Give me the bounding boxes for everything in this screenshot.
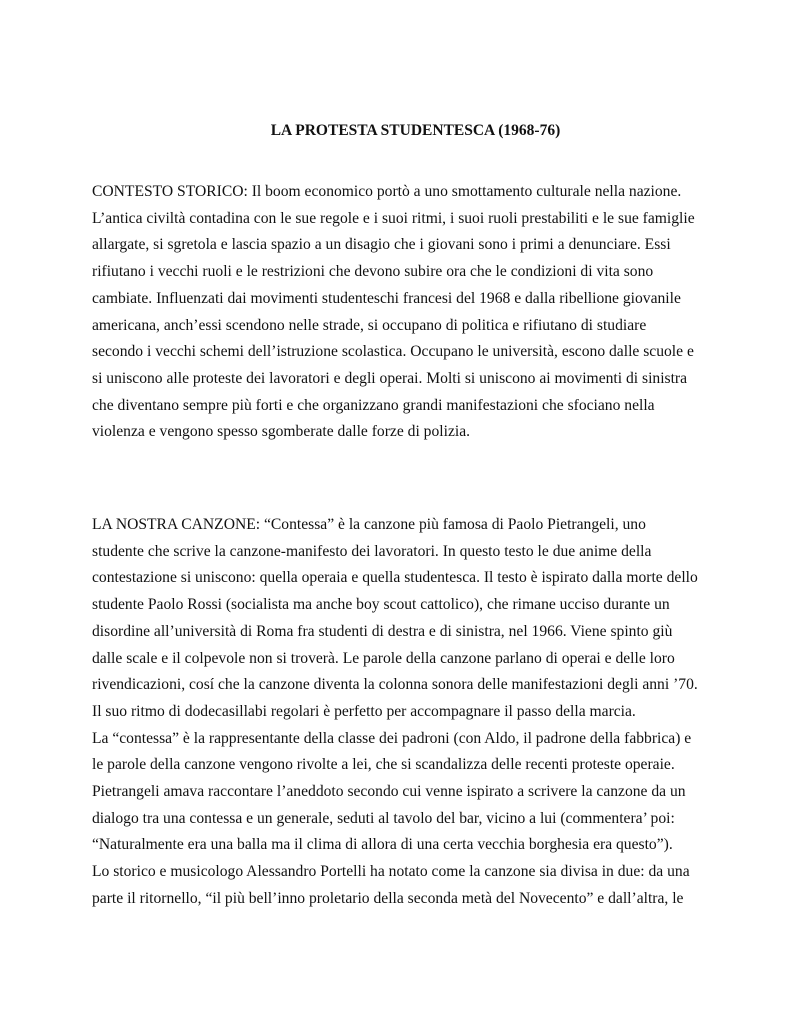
- text-line: studente che scrive la canzone-manifesto dei lavoratori. In questo testo le due anime della: [92, 542, 652, 560]
- text-line: americana, anch’essi scendono nelle strade, si occupano di politica e rifiutano di studiare: [92, 316, 647, 334]
- text-line: allargate, si sgretola e lascia spazio a un disagio che i giovani sono i primi a denunciare. Essi: [92, 236, 671, 254]
- text-line: disordine all’università di Roma fra studenti di destra e di sinistra, nel 1966. Viene spinto giù: [92, 622, 673, 640]
- text-line: CONTESTO STORICO: Il boom economico portò a uno smottamento culturale nella nazione.: [92, 183, 682, 200]
- text-line: Il suo ritmo di dodecasillabi regolari è perfetto per accompagnare il passo della marcia.: [92, 702, 636, 720]
- text-line: contestazione si uniscono: quella operaia e quella studentesca. Il testo è ispirato dalla morte dello: [92, 569, 698, 587]
- text-line: violenza e vengono spesso sgomberate dalle forze di polizia.: [92, 423, 471, 441]
- text-line: La “contessa” è la rappresentante della classe dei padroni (con Aldo, il padrone della fabbrica) e: [92, 729, 692, 747]
- text-line: che diventano sempre più forti e che organizzano grandi manifestazioni che sfociano nella: [92, 396, 655, 414]
- text-line: secondo i vecchi schemi dell’istruzione scolastica. Occupano le università, escono dalle scuole e: [92, 343, 694, 361]
- paragraph-contesto-storico: [92, 179, 702, 446]
- text-line: rivendicazioni, cosí che la canzone diventa la colonna sonora delle manifestazioni degli anni ’70.: [92, 676, 698, 694]
- text-line: si uniscono alle proteste dei lavoratori e degli operai. Molti si uniscono ai movimenti di sinistra: [92, 369, 688, 387]
- text-line: studente Paolo Rossi (socialista ma anche boy scout cattolico), che rimane ucciso durante un: [92, 596, 670, 614]
- text-line: L’antica civiltà contadina con le sue regole e i suoi ritmi, i suoi ruoli prestabiliti e le sue famiglie: [92, 209, 695, 227]
- document-title: LA PROTESTA STUDENTESCA (1968-76): [270, 122, 561, 139]
- text-line: Pietrangeli amava raccontare l’aneddoto secondo cui venne ispirato a scrivere la canzone da un: [92, 783, 686, 801]
- text-line: rifiutano i vecchi ruoli e le restrizioni che devono subire ora che le condizioni di vita sono: [92, 263, 654, 281]
- text-line: cambiate. Influenzati dai movimenti studenteschi francesi del 1968 e dalla ribellione giovanile: [92, 289, 681, 307]
- text-line: “Naturalmente era una balla ma il clima di allora di una certa vecchia borghesia era questo”).: [92, 836, 673, 854]
- text-line: le parole della canzone vengono rivolte a lei, che si scandalizza delle recenti proteste operaie.: [92, 756, 675, 774]
- text-line: Lo storico e musicologo Alessandro Portelli ha notato come la canzone sia divisa in due: da una: [92, 863, 690, 881]
- text-line: dialogo tra una contessa e un generale, seduti al tavolo del bar, vicino a lui (commentera’ poi:: [92, 809, 675, 827]
- text-line: parte il ritornello, “il più bell’inno proletario della seconda metà del Novecento” e dall’altra, le: [92, 889, 684, 907]
- paragraph-la-nostra-canzone: [92, 512, 702, 913]
- text-line: dalle scale e il colpevole non si troverà. Le parole della canzone parlano di operai e delle loro: [92, 649, 675, 667]
- text-line: LA NOSTRA CANZONE: “Contessa” è la canzone più famosa di Paolo Pietrangeli, uno: [92, 516, 646, 533]
